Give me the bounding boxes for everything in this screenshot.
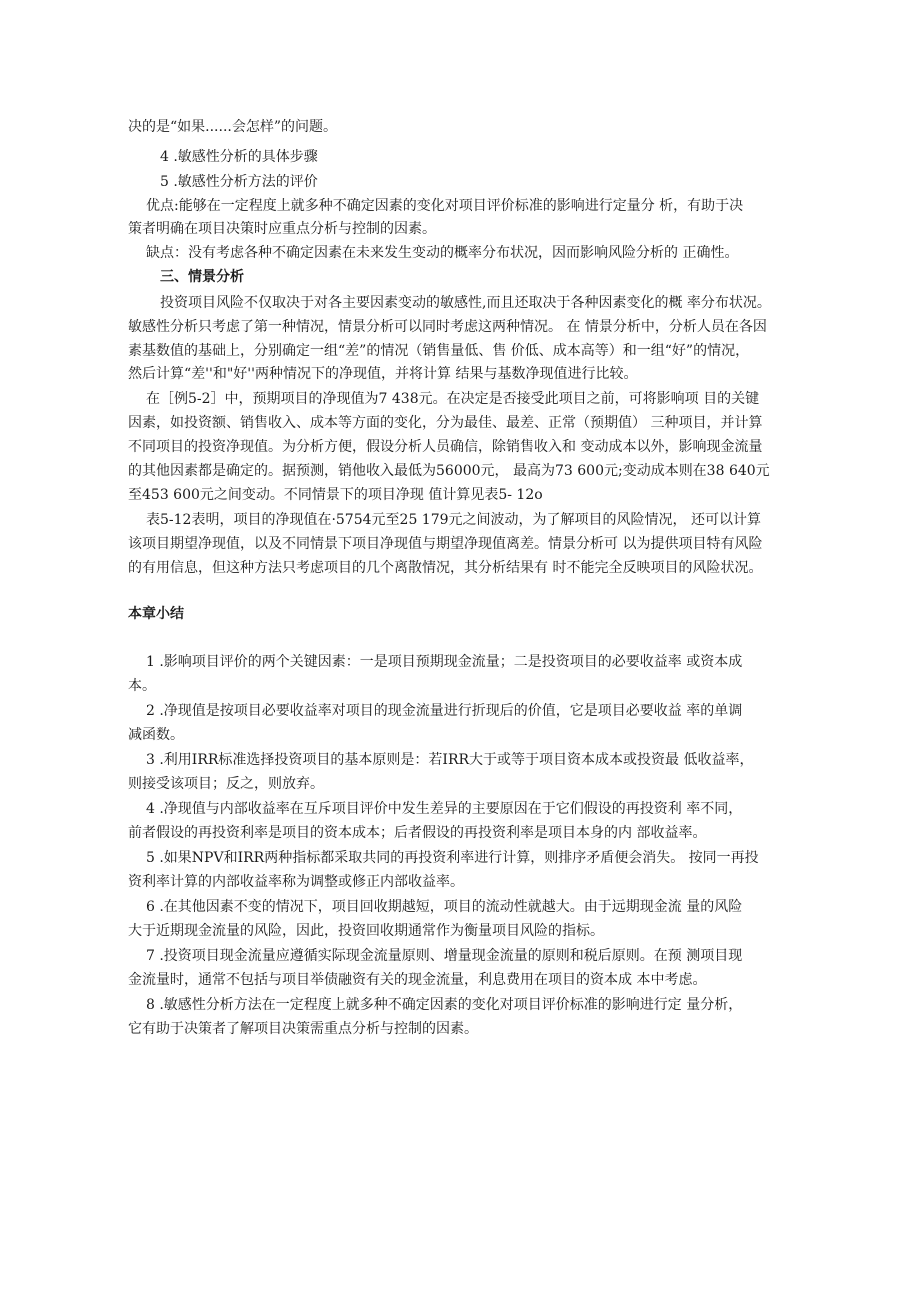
summary-item-6-line-1: 6 .在其他因素不变的情况下，项目回收期越短，项目的流动性就越大。由于远期现金流 量的风险 bbox=[146, 899, 743, 915]
paragraph-line: 在［例5-2］中，预期项目的净现值为7 438元。在决定是否接受此项目之前，可将影响项 目的关键 bbox=[146, 391, 760, 407]
cons-line-1: 缺点：没有考虑各种不确定因素在未来发生变动的概率分布状况，因而影响风险分析的 正确性。 bbox=[146, 245, 739, 261]
summary-item-8-line-2: 它有助于决策者了解项目决策需重点分析与控制的因素。 bbox=[128, 1021, 478, 1037]
paragraph-line: 该项目期望净现值，以及不同情景下项目净现值与期望净现值离差。情景分析可 以为提供项目特有风险 bbox=[128, 536, 763, 552]
summary-item-5-line-1: 5 .如果NPV和IRR两种指标都采取共同的再投资利率进行计算，则排序矛盾便会消失。 按同一再投 bbox=[146, 850, 759, 866]
paragraph-line: 不同项目的投资净现值。为分析方便，假设分析人员确信，除销售收入和 变动成本以外，影响现金流量 bbox=[128, 439, 763, 455]
summary-item-7-line-2: 金流量时，通常不包括与项目举债融资有关的现金流量，利息费用在项目的资本成 本中考虑。 bbox=[128, 972, 707, 988]
list-item-5: 5 .敏感性分析方法的评价 bbox=[160, 174, 318, 190]
paragraph-line: 至453 600元之间变动。不同情景下的项目净现 值计算见表5- 12o bbox=[128, 487, 543, 503]
paragraph-line: 敏感性分析只考虑了第一种情况，情景分析可以同时考虑这两种情况。 在 情景分析中，分析人员在各因 bbox=[128, 319, 767, 335]
paragraph-line: 的有用信息，但这种方法只考虑项目的几个离散情况，其分析结果有 时不能完全反映项目的风险状况。 bbox=[128, 560, 763, 576]
summary-item-5-line-2: 资利率计算的内部收益率称为调整或修正内部收益率。 bbox=[128, 874, 464, 890]
pros-line-2: 策者明确在项目决策时应重点分析与控制的因素。 bbox=[128, 221, 436, 237]
paragraph-line: 表5-12表明，项目的净现值在·5754元至25 179元之间波动，为了解项目的风险情况， 还可以计算 bbox=[146, 512, 761, 528]
summary-item-2-line-2: 减函数。 bbox=[128, 727, 184, 743]
pros-line-1: 优点:能够在一定程度上就多种不确定因素的变化对项目评价标准的影响进行定量分 析，有助于决 bbox=[146, 198, 744, 214]
summary-item-4-line-1: 4 .净现值与内部收益率在互斥项目评价中发生差异的主要原因在于它们假设的再投资利 率不同， bbox=[146, 801, 743, 817]
summary-item-1-line-2: 本。 bbox=[128, 678, 156, 694]
summary-item-6-line-2: 大于近期现金流量的风险，因此，投资回收期通常作为衡量项目风险的指标。 bbox=[128, 923, 604, 939]
summary-item-3-line-1: 3 .利用IRR标准选择投资项目的基本原则是：若IRR大于或等于项目资本成本或投资最 低收益率， bbox=[146, 752, 754, 768]
paragraph-line: 然后计算“差''和"好''两种情况下的净现值，并将计算 结果与基数净现值进行比较。 bbox=[128, 366, 638, 382]
paragraph-line: 素基数值的基础上，分别确定一组“差”的情况（销售量低、售 价低、成本高等）和一组“好”的情况， bbox=[128, 343, 750, 359]
list-item-4: 4 .敏感性分析的具体步骤 bbox=[160, 149, 318, 165]
section-heading-scenario: 三、情景分析 bbox=[160, 269, 244, 285]
paragraph-line: 的其他因素都是确定的。据预测，销他收入最低为56000元， 最高为73 600元;变动成本则在38 640元 bbox=[128, 463, 770, 479]
summary-item-7-line-1: 7 .投资项目现金流量应遵循实际现金流量原则、增量现金流量的原则和税后原则。在预 测项目现 bbox=[146, 948, 743, 964]
paragraph-line: 投资项目风险不仅取决于对各主要因素变动的敏感性,而且还取决于各种因素变化的概 率分布状况。 bbox=[160, 295, 771, 311]
summary-item-3-line-2: 则接受该项目；反之，则放弃。 bbox=[128, 776, 324, 792]
intro-line: 决的是“如果......会怎样”的问题。 bbox=[128, 119, 338, 135]
paragraph-line: 因素，如投资额、销售收入、成本等方面的变化，分为最佳、最差、正常（预期值） 三种项目，并计算 bbox=[128, 415, 763, 431]
summary-item-8-line-1: 8 .敏感性分析方法在一定程度上就多种不确定因素的变化对项目评价标准的影响进行定 量分析， bbox=[146, 997, 743, 1013]
summary-item-4-line-2: 前者假设的再投资利率是项目的资本成本；后者假设的再投资利率是项目本身的内 部收益率。 bbox=[128, 825, 707, 841]
summary-item-2-line-1: 2 .净现值是按项目必要收益率对项目的现金流量进行折现后的价值，它是项目必要收益 率的单调 bbox=[146, 703, 743, 719]
chapter-summary-title: 本章小结 bbox=[128, 606, 184, 622]
summary-item-1-line-1: 1 .影响项目评价的两个关键因素：一是项目预期现金流量；二是投资项目的必要收益率 或资本成 bbox=[146, 654, 743, 670]
